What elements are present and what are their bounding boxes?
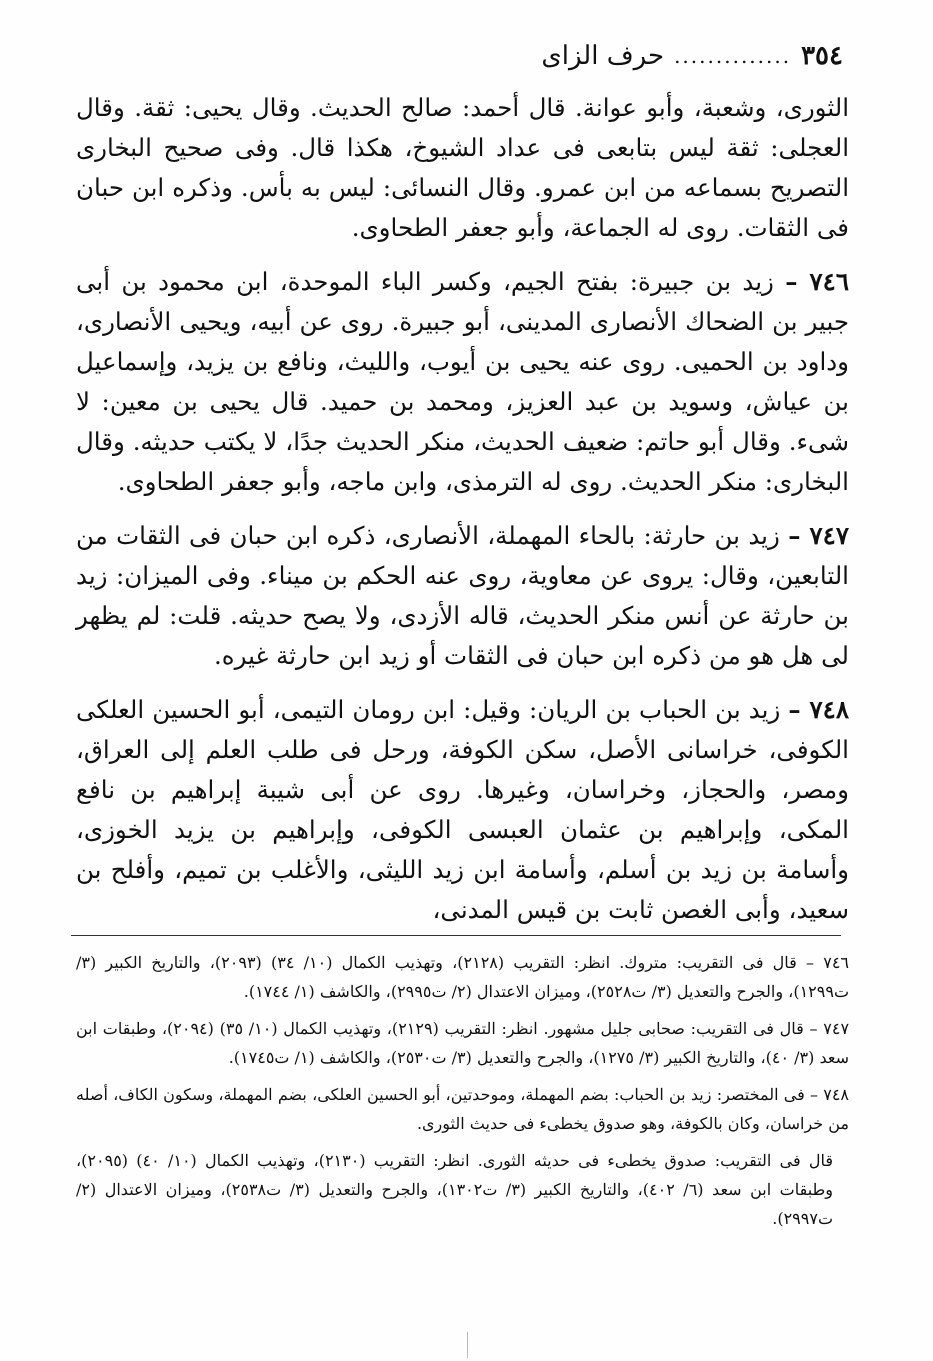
scan-margin-mark [467,1332,468,1358]
page-header [80,36,843,76]
footnote-746: ٧٤٦ – قال فى التقريب: متروك. انظر: التقريب (٢١٢٨)، وتهذيب الكمال (١٠/ ٣٤) (٢٠٩٣)، والتاريخ الكبير (٣/ ت١٢٩٩)، والجرح والتعديل (٣/ ت٢٥٢٨)، وميزان الاعتدال (٢/ ت٢٩٩٥)، والكاشف (١/ ١٧٤٤). [76,953,850,1001]
footnote-748: ٧٤٨ – فى المختصر: زيد بن الحباب: بضم المهملة، وموحدتين، أبو الحسين العلكى، بضم المهملة، وسكون الكاف، أصله من خراسان، وكان بالكوفة، وهو صدوق يخطىء فى حديث الثورى. [76,1085,849,1133]
page-number: ٣٥٤ [801,41,843,71]
footnotes [76,948,849,1241]
entry-746 [76,262,849,502]
paragraph-text: زيد بن جبيرة: بفتح الجيم، وكسر الباء الموحدة، ابن محمود بن أبى جبير بن الضحاك الأنصارى المدينى، أبو جبيرة. روى عن أبيه، ويحيى الأنصارى، وداود بن الحميى. روى عنه يحيى بن أيوب، والليث، ونافع بن يزيد، وإسماعيل بن عياش، وسويد بن عبد العزيز، ومحمد بن حميد. قال يحيى بن معين: لا شىء. وقال أبو حاتم: ضعيف الحديث، منكر الحديث جدًا، لا يكتب حديثه. وقال البخارى: منكر الحديث. روى له الترمذى، وابن ماجه، وأبو جعفر الطحاوى. [76,267,849,496]
paragraph-text: الثورى، وشعبة، وأبو عوانة. قال أحمد: صالح الحديث. وقال يحيى: ثقة. وقال العجلى: ثقة ليس بتابعى فى عداد الشيوخ، هكذا قال. وفى صحيح البخارى التصريح بسماعه من ابن عمرو. وقال النسائى: ليس به بأس. وذكره ابن حبان فى الثقات. روى له الجماعة، وأبو جعفر الطحاوى. [76,93,849,242]
main-text [76,88,849,944]
entry-number: ٧٤٧ – [788,521,849,550]
chapter-title: حرف الزاى [541,41,665,71]
footnote-747: ٧٤٧ – قال فى التقريب: صحابى جليل مشهور. انظر: التقريب (٢١٢٩)، وتهذيب الكمال (١٠/ ٣٥) (٢٠٩٤)، وطبقات ابن سعد (٣/ ٤٠)، والتاريخ الكبير (٣/ ١٢٧٥)، والجرح والتعديل (٣/ ت٢٥٣٠)، والكاشف (١/ ت١٧٤٥). [76,1019,850,1067]
paragraph-continuation [76,88,849,248]
paragraph-text: زيد بن الحباب بن الريان: وقيل: ابن رومان التيمى، أبو الحسين العلكى الكوفى، خراسانى الأصل، سكن الكوفة، ورحل فى طلب العلم إلى العراق، ومصر، والحجاز، وخراسان، وغيرها. روى عن أبى شيبة إبراهيم بن نافع المكى، وإبراهيم بن عثمان العبسى الكوفى، وإبراهيم بن يزيد الخوزى، وأسامة بن زيد بن أسلم، وأسامة ابن زيد الليثى، والأغلب بن تميم، وأفلح بن سعيد، وأبى الغصن ثابت بن قيس المدنى، [76,695,849,924]
paragraph-text: زيد بن حارثة: بالحاء المهملة، الأنصارى، ذكره ابن حبان فى الثقات من التابعين، وقال: يروى عن معاوية، روى عنه الحكم بن ميناء. وفى الميزان: زيد بن حارثة عن أنس منكر الحديث، قاله الأزدى، ولا يصح حديثه. قلت: لم يظهر لى هل هو من ذكره ابن حبان فى الثقات أو زيد ابن حارثة غيره. [76,521,849,670]
entry-number: ٧٤٨ – [788,695,849,724]
footnote-748-continued: قال فى التقريب: صدوق يخطىء فى حديثه الثورى. انظر: التقريب (٢١٣٠)، وتهذيب الكمال (١٠/ ٤٠) (٢٠٩٥)، وطبقات ابن سعد (٦/ ٤٠٢)، والتاريخ الكبير (٣/ ت١٣٠٢)، والجرح والتعديل (٣/ ت٢٥٣٨)، وميزان الاعتدال (٢/ ت٢٩٩٧). [76,1151,834,1228]
header-leader-dots: .............. [674,44,792,68]
entry-748 [76,690,849,930]
entry-number: ٧٤٦ – [785,267,849,296]
entry-747 [76,516,849,676]
footnote-separator [71,935,841,936]
